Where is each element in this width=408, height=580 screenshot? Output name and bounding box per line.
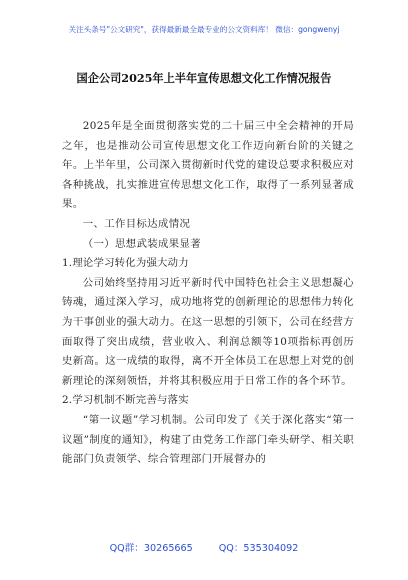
item-1-title: 1.理论学习转化为强大动力 [62,257,189,270]
document-title: 国企公司2025年上半年宣传思想文化工作情况报告 [76,71,332,85]
footer-qq-number: QQ：535304092 [218,543,299,554]
header-promo-note: 关注头条号"公文研究"，获得最新最全最专业的公文资料库！ 微信：gongwenyj [68,25,340,34]
section-heading-1: 一、工作目标达成情况 [82,217,191,230]
item-2-title: 2.学习机制不断完善与落实 [62,394,189,407]
footer-contact [0,540,408,554]
footer-qq-group: QQ群：30265665 [109,543,193,554]
subsection-heading-1-1: （一）思想武装成果显著 [82,237,201,250]
item-2-paragraph: “第一议题”学习机制。公司印发了《关于深化落实“第一议题”制度的通知》，构建了由党务工作部门牵头研学、相关职能部门负责领学、综合管理部门开展督办的 [62,413,354,466]
item-1-paragraph: 公司始终坚持用习近平新时代中国特色社会主义思想凝心铸魂，通过深入学习，成功地将党的创新理论的思想伟力转化为干事创业的强大动力。在这一思想的引领下，公司在经营方面取得了突出成绩，营业收入、利润总额等10项指标再创历史新高。这一成绩的取得，离不开全体员工在思想上对党的创新理论的深刻领悟，并将其积极应用于日常工作的各个环节。 [62,276,354,387]
intro-paragraph: 2025年是全面贯彻落实党的二十届三中全会精神的开局之年，也是推动公司宣传思想文化工作迈向新台阶的关键之年。上半年里，公司深入贯彻新时代党的建设总要求积极应对各种挑战，扎实推进宣传思想文化工作，取得了一系列显著成果。 [62,120,354,211]
document-body [62,117,354,470]
